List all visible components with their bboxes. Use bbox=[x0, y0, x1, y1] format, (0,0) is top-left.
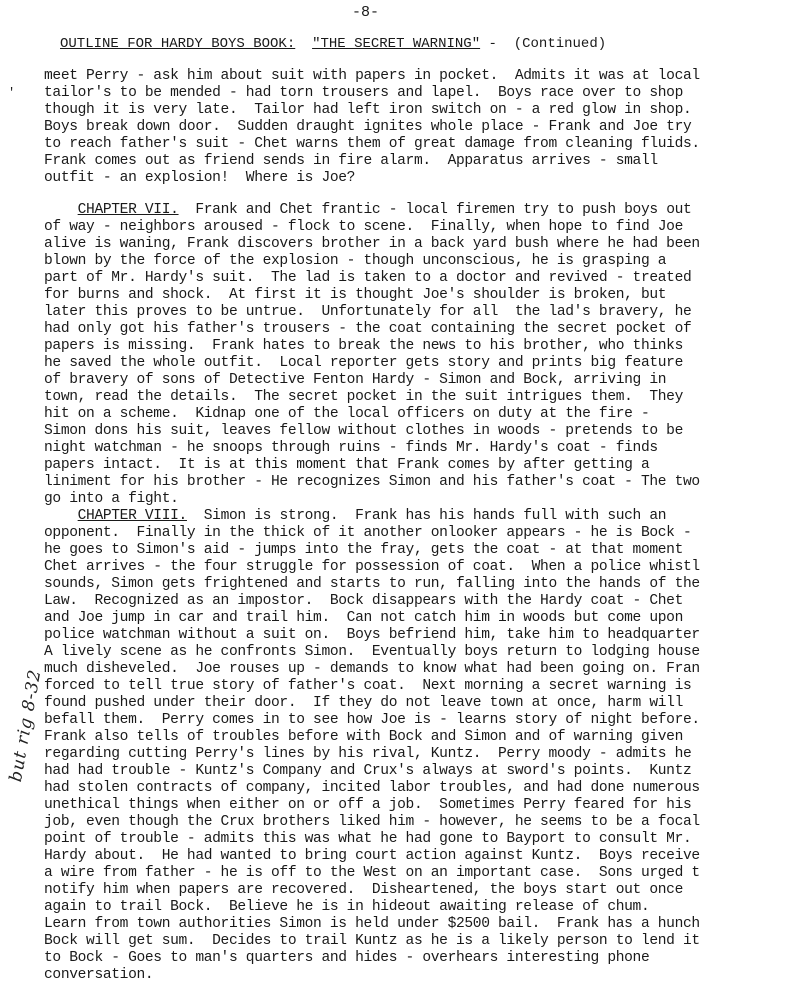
text-line: had only got his father's trousers - the coat containing the secret pocket of bbox=[44, 321, 692, 337]
text-line: and Joe jump in car and trail him. Can not catch him in woods but come upon bbox=[44, 610, 683, 626]
text-line: night watchman - he snoops through ruins - finds Mr. Hardy's coat - finds bbox=[44, 440, 658, 456]
margin-note-text: but rig 8-32 bbox=[6, 667, 46, 784]
text-line: job, even though the Crux brothers liked him - however, he seems to be a focal bbox=[44, 814, 700, 830]
outline-header bbox=[60, 36, 606, 53]
text-line: Bock will get sum. Decides to trail Kuntz as he is a likely person to lend it bbox=[44, 933, 700, 949]
text-line: hit on a scheme. Kidnap one of the local officers on duty at the fire - bbox=[44, 406, 650, 422]
text-line: Chet arrives - the four struggle for possession of coat. When a police whistl bbox=[44, 559, 700, 575]
chapter-7-body bbox=[44, 219, 802, 508]
text-line: Learn from town authorities Simon is held under $2500 bail. Frank has a hunch bbox=[44, 916, 700, 932]
text-line: notify him when papers are recovered. Disheartened, the boys start out once bbox=[44, 882, 683, 898]
text-line: Simon dons his suit, leaves fellow without clothes in woods - pretends to be bbox=[44, 423, 683, 439]
text-line: of way - neighbors aroused - flock to scene. Finally, when hope to find Joe bbox=[44, 219, 683, 235]
outline-label: OUTLINE FOR HARDY BOYS BOOK: bbox=[60, 36, 296, 52]
text-line: Hardy about. He had wanted to bring court action against Kuntz. Boys receive bbox=[44, 848, 700, 864]
header-dash: - bbox=[488, 36, 497, 52]
text-line: befall them. Perry comes in to see how Joe is - learns story of night before. bbox=[44, 712, 700, 728]
text-line: outfit - an explosion! Where is Joe? bbox=[44, 170, 356, 186]
text-line: papers intact. It is at this moment that Frank comes by after getting a bbox=[44, 457, 650, 473]
text-line: found pushed under their door. If they do not leave town at once, harm will bbox=[44, 695, 683, 711]
book-title: "THE SECRET WARNING" bbox=[312, 36, 481, 52]
text-line: for burns and shock. At first it is thought Joe's shoulder is broken, but bbox=[44, 287, 667, 303]
chapter-7-first-line: Frank and Chet frantic - local firemen try to push boys out bbox=[178, 202, 692, 218]
chapter-8-section bbox=[44, 508, 802, 984]
text-line: conversation. bbox=[44, 967, 154, 983]
text-line: had had trouble - Kuntz's Company and Crux's always at sword's points. Kuntz bbox=[44, 763, 692, 779]
text-line: though it is very late. Tailor had left iron switch on - a red glow in shop. bbox=[44, 102, 692, 118]
text-line: alive is waning, Frank discovers brother in a back yard bush where he had been bbox=[44, 236, 700, 252]
chapter-8-heading-line bbox=[44, 508, 802, 525]
text-line: blown by the force of the explosion - though unconscious, he is grasping a bbox=[44, 253, 667, 269]
text-line: go into a fight. bbox=[44, 491, 179, 507]
text-line: Frank comes out as friend sends in fire alarm. Apparatus arrives - small bbox=[44, 153, 658, 169]
text-line: tailor's to be mended - had torn trousers and lapel. Boys race over to shop bbox=[44, 85, 683, 101]
chapter-8-body bbox=[44, 525, 802, 984]
text-line: much disheveled. Joe rouses up - demands to know what had been going on. Fran bbox=[44, 661, 700, 677]
text-line: to Bock - Goes to man's quarters and hides - overhears interesting phone bbox=[44, 950, 650, 966]
text-line: Law. Recognized as an impostor. Bock disappears with the Hardy coat - Chet bbox=[44, 593, 683, 609]
text-line: had stolen contracts of company, incited labor troubles, and had done numerous bbox=[44, 780, 700, 796]
text-line: meet Perry - ask him about suit with papers in pocket. Admits it was at local bbox=[44, 68, 700, 84]
text-line: a wire from father - he is off to the West on an important case. Sons urged t bbox=[44, 865, 700, 881]
page-number: -8- bbox=[352, 4, 380, 21]
text-line: opponent. Finally in the thick of it another onlooker appears - he is Bock - bbox=[44, 525, 692, 541]
text-line: he goes to Simon's aid - jumps into the fray, gets the coat - at that moment bbox=[44, 542, 683, 558]
text-line: he saved the whole outfit. Local reporter gets story and prints big feature bbox=[44, 355, 683, 371]
text-line: of bravery of sons of Detective Fenton Hardy - Simon and Bock, arriving in bbox=[44, 372, 667, 388]
text-line: regarding cutting Perry's lines by his rival, Kuntz. Perry moody - admits he bbox=[44, 746, 692, 762]
text-line: police watchman without a suit on. Boys befriend him, take him to headquarter bbox=[44, 627, 700, 643]
text-line: town, read the details. The secret pocket in the suit intrigues them. They bbox=[44, 389, 683, 405]
text-line: unethical things when either on or off a job. Sometimes Perry feared for his bbox=[44, 797, 692, 813]
chapter-8-title: CHAPTER VIII. bbox=[77, 508, 187, 524]
continued-label: (Continued) bbox=[513, 36, 607, 52]
chapter-7-heading-line bbox=[44, 202, 802, 219]
handwritten-margin-note bbox=[2, 612, 46, 784]
chapter-7-title: CHAPTER VII. bbox=[77, 202, 179, 218]
text-line: Boys break down door. Sudden draught ignites whole place - Frank and Joe try bbox=[44, 119, 692, 135]
text-line: sounds, Simon gets frightened and starts to run, falling into the hands of the bbox=[44, 576, 700, 592]
margin-tick-mark: ' bbox=[8, 86, 16, 100]
text-line: point of trouble - admits this was what he had gone to Bayport to consult Mr. bbox=[44, 831, 692, 847]
text-line: A lively scene as he confronts Simon. Eventually boys return to lodging house bbox=[44, 644, 700, 660]
text-line: liniment for his brother - He recognizes Simon and his father's coat - The two bbox=[44, 474, 700, 490]
text-line: to reach father's suit - Chet warns them of great damage from cleaning fluids. bbox=[44, 136, 700, 152]
chapter-7-section bbox=[44, 202, 802, 508]
text-line: papers is missing. Frank hates to break the news to his brother, who thinks bbox=[44, 338, 683, 354]
text-line: forced to tell true story of father's coat. Next morning a secret warning is bbox=[44, 678, 692, 694]
text-line: later this proves to be untrue. Unfortunately for all the lad's bravery, he bbox=[44, 304, 692, 320]
text-line: Frank also tells of troubles before with Bock and Simon and of warning given bbox=[44, 729, 683, 745]
chapter-8-first-line: Simon is strong. Frank has his hands full with such an bbox=[186, 508, 667, 524]
text-line: again to trail Bock. Believe he is in hideout awaiting release of chum. bbox=[44, 899, 650, 915]
text-line: part of Mr. Hardy's suit. The lad is taken to a doctor and revived - treated bbox=[44, 270, 692, 286]
intro-paragraph bbox=[44, 68, 802, 187]
